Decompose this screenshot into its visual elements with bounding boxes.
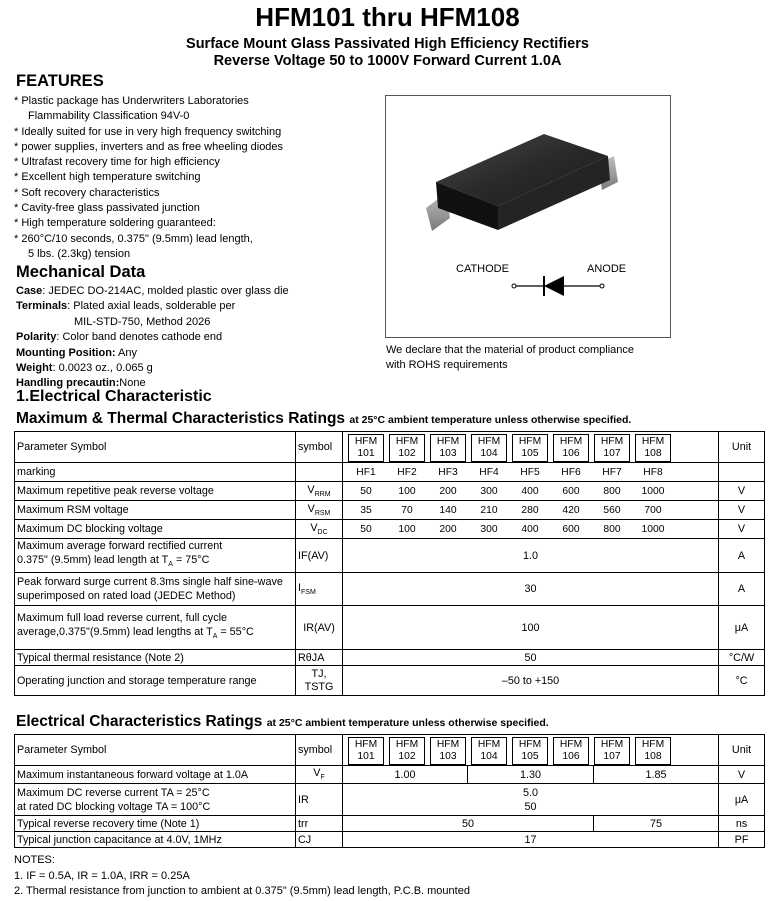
marking-values [343,463,719,482]
rating-value: 400 [521,486,539,497]
rating-value: 35 [360,505,372,516]
param-cell: Peak forward surge current 8.3ms single half sine-wave superimposed on rated load (JEDEC Method) [15,573,296,606]
mounting-value: Any [115,346,137,359]
notes-heading: NOTES: [14,854,55,866]
model-header: HFM 101 [348,434,384,462]
note-1: 1. IF = 0.5A, IR = 1.0A, IRR = 0.25A [14,869,190,882]
table-row [15,482,765,501]
rating-value: 700 [644,505,662,516]
unit-cell: μA [719,606,765,650]
rating-value: 70 [401,505,413,516]
table1-note: at 25°C ambient temperature unless otherwise specified. [349,414,632,426]
param-cell: Typical thermal resistance (Note 2) [15,650,296,666]
feature-item: * Ideally suited for use in very high frequency switching [14,125,282,138]
table-header-row [15,735,765,766]
param-cell: Maximum average forward rectified current 0.375" (9.5mm) lead length at $T_A = 75^\circ C$ [15,539,296,573]
table-row [15,766,765,784]
unit-cell: V [719,766,765,784]
value-cell: 50 [343,650,719,666]
marking-value: HF2 [397,467,417,478]
value-cell: 1.30 [468,766,594,784]
symbol-cell: $I_{FSM}$ [296,573,343,606]
unit-cell: V [719,482,765,501]
unit-cell: V [719,520,765,539]
marking-value: HF7 [602,467,622,478]
max-ratings-table [14,431,765,696]
model-header: HFM 106 [553,434,589,462]
anode-label: ANODE [587,263,627,275]
symbol-cell: $V_F$ [296,766,343,784]
marking-value: HF1 [356,467,376,478]
features-heading: FEATURES [16,72,104,90]
rating-value: 50 [360,486,372,497]
diode-symbol-icon [510,274,606,298]
values-cell [343,482,719,501]
rating-value: 300 [480,524,498,535]
param-cell: Typical junction capacitance at 4.0V, 1MHz [15,832,296,848]
table-row [15,573,765,606]
case-label: Case [16,285,43,297]
marking-label: marking [15,463,296,482]
symbol-cell: IR(AV) [296,606,343,650]
rating-value: 600 [562,486,580,497]
header-models [343,432,719,463]
notes [14,853,470,900]
marking-value: HF5 [520,467,540,478]
table1-heading [16,410,631,428]
symbol-cell: $V_{RSM}$ [296,501,343,520]
rating-value: 100 [398,486,416,497]
model-header: HFM 107 [594,737,630,765]
table-header-row [15,432,765,463]
polarity-label: Polarity [16,331,57,344]
terminals-label: Terminals [16,300,68,313]
param-cell: Maximum DC blocking voltage [15,520,296,539]
param-cell: Maximum RSM voltage [15,501,296,520]
value-cell: 1.0 [343,539,719,573]
section-heading: 1.Electrical Characteristic [16,388,212,405]
mechanical-heading: Mechanical Data [16,263,146,281]
unit-cell: A [719,539,765,573]
table-row [15,666,765,696]
rating-value: 50 [360,524,372,535]
unit-cell: A [719,573,765,606]
symbol-cell: trr [296,816,343,832]
value-cell: –50 to +150 [343,666,719,696]
rating-value: 1000 [641,486,665,497]
rating-value: 200 [439,486,457,497]
unit-cell: °C [719,666,765,696]
symbol-cell: IR [296,784,343,816]
feature-item: * 260°C/10 seconds, 0.375" (9.5mm) lead length, [14,232,253,245]
model-header: HFM 105 [512,737,548,765]
rohs-statement [386,343,634,373]
value-cell: 75 [594,816,719,832]
header-unit: Unit [719,735,765,766]
feature-item: * Soft recovery characteristics [14,186,160,199]
terminals-value-2: MIL-STD-750, Method 2026 [74,315,211,328]
rating-value: 1000 [641,524,665,535]
symbol-cell: TJ, TSTG [296,666,343,696]
model-header: HFM 108 [635,737,671,765]
rating-value: 560 [603,505,621,516]
value-cell: 1.00 [343,766,468,784]
mechanical-data [16,284,289,392]
table-row [15,832,765,848]
param-cell: Maximum DC reverse current TA = 25°C at rated DC blocking voltage TA = 100°C [15,784,296,816]
document-subtitle: Surface Mount Glass Passivated High Efficiency Rectifiers [186,36,589,52]
unit-cell: V [719,501,765,520]
table2-heading [16,713,549,731]
symbol-cell: CJ [296,832,343,848]
weight-label: Weight [16,362,53,375]
mounting-label: Mounting Position: [16,346,116,359]
table1-title: Maximum & Thermal Characteristics Ratings [16,410,346,427]
feature-item: * Cavity-free glass passivated junction [14,202,200,215]
value-cell: 100 [343,606,719,650]
rating-value: 420 [562,505,580,516]
feature-item: * Plastic package has Underwriters Laboratories [14,95,249,107]
model-header: HFM 104 [471,737,507,765]
rating-value: 800 [603,524,621,535]
model-header: HFM 106 [553,737,589,765]
model-header: HFM 108 [635,434,671,462]
table-row [15,520,765,539]
value-cell: 1.85 [594,766,719,784]
electrical-ratings-table [14,734,765,848]
marking-value: HF3 [438,467,458,478]
model-header: HFM 102 [389,737,425,765]
table-row [15,784,765,816]
symbol-cell: $V_{RRM}$ [296,482,343,501]
header-param: Parameter Symbol [15,735,296,766]
unit-cell: ns [719,816,765,832]
rating-value: 280 [521,505,539,516]
rating-value: 210 [480,505,498,516]
feature-item: * Excellent high temperature switching [14,171,201,184]
rohs-line-2: with ROHS requirements [386,359,508,371]
rating-value: 800 [603,486,621,497]
feature-item: 5 lbs. (2.3kg) tension [28,247,131,260]
marking-value: HF8 [643,467,663,478]
marking-value: HF6 [561,467,581,478]
feature-item: * power supplies, inverters and as free wheeling diodes [14,140,284,153]
model-header: HFM 107 [594,434,630,462]
header-symbol: symbol [296,432,343,463]
cathode-label: CATHODE [456,263,509,275]
unit-cell: μA [719,784,765,816]
values-cell [343,501,719,520]
table2-note: at 25°C ambient temperature unless otherwise specified. [266,717,549,729]
value-cell: 30 [343,573,719,606]
feature-item: * Ultrafast recovery time for high efficiency [14,156,220,169]
case-value: : JEDEC DO-214AC, molded plastic over glass die [42,285,289,297]
unit-cell: PF [719,832,765,848]
smd-package-image [386,96,670,337]
param-cell: Typical reverse recovery time (Note 1) [15,816,296,832]
param-cell: Maximum instantaneous forward voltage at 1.0A [15,766,296,784]
rating-value: 600 [562,524,580,535]
rating-value: 140 [439,505,457,516]
document-title: HFM101 thru HFM108 [255,2,520,32]
model-header: HFM 105 [512,434,548,462]
model-header: HFM 104 [471,434,507,462]
document-subtitle-2: Reverse Voltage 50 to 1000V Forward Current 1.0A [213,53,562,69]
value-cell: 50 [343,816,594,832]
symbol-cell: $V_{DC}$ [296,520,343,539]
features-list [14,94,283,262]
symbol-cell: RθJA [296,650,343,666]
param-cell: Operating junction and storage temperature range [15,666,296,696]
rohs-line-1: We declare that the material of product compliance [386,344,635,356]
weight-value: : 0.0023 oz., 0.065 g [52,362,153,375]
table-row [15,816,765,832]
marking-value: HF4 [479,467,499,478]
feature-item: Flammability Classification 94V-0 [28,110,190,123]
table-row [15,539,765,573]
header-unit: Unit [719,432,765,463]
handling-label: Handling precautin: [16,377,120,390]
table-row [15,606,765,650]
table-row [15,501,765,520]
model-header: HFM 102 [389,434,425,462]
header-models [343,735,719,766]
symbol-cell: IF(AV) [296,539,343,573]
terminals-value: : Plated axial leads, solderable per [67,300,236,313]
rating-value: 400 [521,524,539,535]
param-cell: Maximum repetitive peak reverse voltage [15,482,296,501]
note-2: 2. Thermal resistance from junction to ambient at 0.375" (9.5mm) lead length, P.C.B. mounted [14,885,470,897]
product-image-box [385,95,671,338]
table-row [15,463,765,482]
rating-value: 300 [480,486,498,497]
value-cell: 17 [343,832,719,848]
header-param: Parameter Symbol [15,432,296,463]
rating-value: 200 [439,524,457,535]
param-cell: Maximum full load reverse current, full cycle average,0.375"(9.5mm) lead lengths at $T_A = 55^\circ C$ [15,606,296,650]
model-header: HFM 103 [430,434,466,462]
handling-value: None [119,377,146,390]
model-header: HFM 101 [348,737,384,765]
rating-value: 100 [398,524,416,535]
model-header: HFM 103 [430,737,466,765]
values-cell [343,520,719,539]
table-row [15,650,765,666]
unit-cell: °C/W [719,650,765,666]
feature-item: * High temperature soldering guaranteed: [14,217,216,230]
polarity-value: : Color band denotes cathode end [56,331,223,344]
table2-title: Electrical Characteristics Ratings [16,713,263,730]
header-symbol: symbol [296,735,343,766]
value-cell: 5.0 50 [343,784,719,816]
